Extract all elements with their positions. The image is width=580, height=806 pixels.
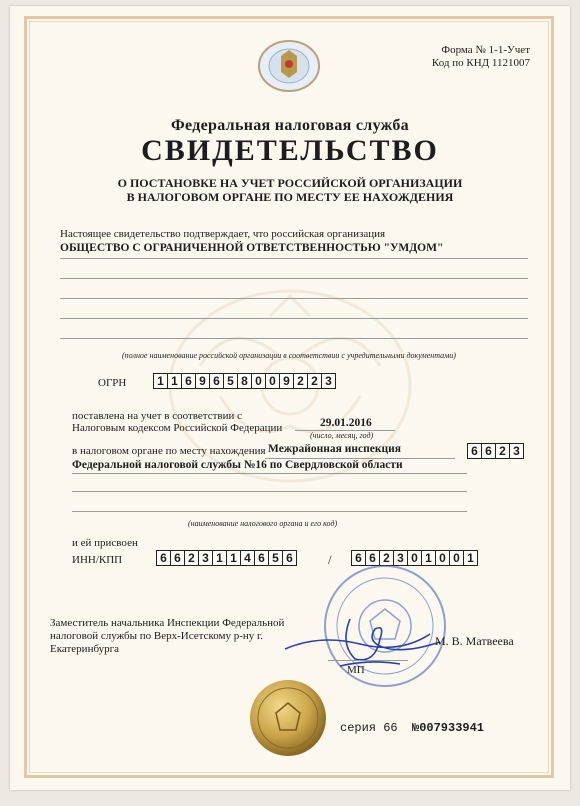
ogrn-digit-box: 3 (321, 373, 336, 389)
inn-digit-box: 6 (170, 550, 185, 566)
ogrn-digit-box: 9 (279, 373, 294, 389)
serial-number: №007933941 (412, 721, 485, 735)
inn-digit-box: 4 (240, 550, 255, 566)
agency-name: Федеральная налоговая служба (171, 117, 409, 134)
ogrn-label: ОГРН (98, 377, 127, 389)
inn-digit-box: 6 (156, 550, 171, 566)
kpp-digit-box: 3 (393, 550, 408, 566)
inn-digit-box: 6 (282, 550, 297, 566)
signatory-position-line-3: Екатеринбурга (50, 643, 120, 655)
kpp-digit-box: 6 (351, 550, 366, 566)
page-title: СВИДЕТЕЛЬСТВО (141, 134, 439, 167)
organization-intro: Настоящее свидетельство подтверждает, что российская организация (60, 228, 386, 240)
underline (60, 338, 528, 339)
inn-kpp-separator: / (328, 552, 332, 567)
fns-emblem-icon (254, 36, 324, 96)
signatory-position (50, 617, 284, 656)
inn-digit-box: 1 (212, 550, 227, 566)
underline (72, 511, 467, 512)
tax-office-prefix: в налоговом органе по месту нахождения (72, 445, 266, 457)
subtitle-line-2: В НАЛОГОВОМ ОРГАНЕ ПО МЕСТУ ЕЕ НАХОЖДЕНИЯ (126, 190, 454, 204)
organization-name-note: (полное наименование российской организации в соответствии с учредительными документами) (122, 351, 456, 360)
certificate-page (10, 6, 570, 790)
tax-office-code-digit-box: 6 (467, 443, 482, 459)
kpp-digit-box: 2 (379, 550, 394, 566)
kpp-digit-box: 1 (421, 550, 436, 566)
kpp-digit-box: 0 (449, 550, 464, 566)
signatory-name: М. В. Матвеева (435, 634, 514, 648)
subtitle (10, 176, 570, 204)
tax-office-line-2: Федеральной налоговой службы №16 по Свердловской области (72, 459, 403, 471)
underline (72, 491, 467, 492)
ogrn-digit-box: 9 (195, 373, 210, 389)
signatory-position-line-1: Заместитель начальника Инспекции Федеральной (50, 617, 285, 629)
inn-digit-box: 2 (184, 550, 199, 566)
inn-digit-box: 5 (268, 550, 283, 566)
series-block (340, 721, 398, 735)
knd-code: Код по КНД 1121007 (431, 57, 530, 69)
inn-digit-box: 3 (198, 550, 213, 566)
series-label: серия (340, 721, 377, 735)
signatory-position-line-2: налоговой службы по Верх-Исетскому р-ну г. (50, 630, 264, 642)
series-value: 66 (383, 721, 398, 735)
inn-digit-box: 1 (226, 550, 241, 566)
form-number: Форма № 1-1-Учет (441, 44, 530, 56)
tax-office-note: (наименование налогового органа и его код) (188, 519, 338, 528)
ogrn-digit-box: 1 (167, 373, 182, 389)
ogrn-digit-box: 2 (307, 373, 322, 389)
inn-boxes (157, 550, 297, 566)
assigned-text: и ей присвоен (72, 537, 138, 549)
underline (60, 318, 528, 319)
underline (60, 258, 528, 259)
registration-text-2: Налоговым кодексом Российской Федерации (72, 422, 283, 434)
signature-underline (328, 660, 408, 661)
ogrn-digit-box: 6 (209, 373, 224, 389)
tax-office-code-digit-box: 3 (509, 443, 524, 459)
kpp-digit-box: 0 (435, 550, 450, 566)
stamp-place-label: МП (347, 664, 365, 676)
date-note: (число, месяц, год) (310, 431, 374, 440)
registration-date: 29.01.2016 (320, 417, 372, 429)
underline (72, 473, 467, 474)
ogrn-digit-box: 5 (223, 373, 238, 389)
subtitle-line-1: О ПОСТАНОВКЕ НА УЧЕТ РОССИЙСКОЙ ОРГАНИЗАЦИИ (117, 176, 463, 190)
tax-office-code-digit-box: 2 (495, 443, 510, 459)
ogrn-boxes (154, 373, 336, 389)
underline (60, 278, 528, 279)
kpp-digit-box: 6 (365, 550, 380, 566)
tax-office-code-boxes (468, 443, 524, 459)
tax-office-line-1: Межрайонная инспекция (268, 443, 401, 455)
tax-office-code-digit-box: 6 (481, 443, 496, 459)
ogrn-digit-box: 0 (265, 373, 280, 389)
ogrn-digit-box: 0 (251, 373, 266, 389)
organization-name: ОБЩЕСТВО С ОГРАНИЧЕННОЙ ОТВЕТСТВЕННОСТЬЮ "УМДОМ" (60, 242, 444, 254)
signature-icon (280, 604, 460, 674)
inn-kpp-label: ИНН/КПП (72, 554, 123, 566)
kpp-digit-box: 0 (407, 550, 422, 566)
form-code (432, 44, 530, 70)
ogrn-digit-box: 6 (181, 373, 196, 389)
ogrn-digit-box: 8 (237, 373, 252, 389)
underline (60, 298, 528, 299)
registration-text-1: поставлена на учет в соответствии с (72, 410, 243, 422)
inn-digit-box: 6 (254, 550, 269, 566)
gold-seal-icon (248, 678, 328, 758)
ogrn-digit-box: 1 (153, 373, 168, 389)
kpp-digit-box: 1 (463, 550, 478, 566)
ogrn-digit-box: 2 (293, 373, 308, 389)
